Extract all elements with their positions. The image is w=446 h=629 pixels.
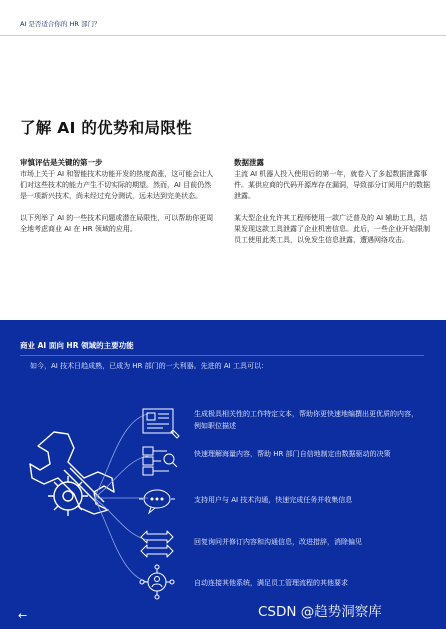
watermark: CSDN @趋势洞察库 <box>258 604 382 620</box>
chat-icon <box>133 483 181 519</box>
feature-item <box>133 406 433 442</box>
data-analysis-icon <box>133 443 181 479</box>
feature-text: 支持用户与 AI 技术沟通，快速完成任务并收集信息 <box>194 496 353 504</box>
panel-divider <box>20 355 424 356</box>
panel-title: 商业 AI 面向 HR 领域的主要功能 <box>20 341 134 350</box>
right-column <box>234 157 430 256</box>
feature-text: 自动连接其他系统，满足员工管理流程的其他要求 <box>194 579 348 587</box>
header-divider <box>0 35 446 36</box>
left-column <box>20 157 215 245</box>
feature-item <box>133 564 433 600</box>
text-generation-icon <box>133 406 181 442</box>
left-paragraph-1: 市场上关于 AI 和智能技术功能开发的热度高涨，这可能会让人们对这些技术的能力产生不切实际的期望。然而，AI 目前仍然是一项新兴技术，尚未经过充分测试，远未达到完美状态。 <box>20 170 214 201</box>
double-arrow-icon <box>133 525 181 561</box>
back-arrow-button[interactable]: ← <box>18 609 28 622</box>
left-column-heading: 审慎评估是关键的第一步 <box>20 158 103 167</box>
running-header: AI 是否适合你的 HR 部门？ <box>20 20 101 28</box>
feature-item <box>133 443 433 479</box>
feature-item <box>133 483 433 519</box>
left-paragraph-2: 以下列举了 AI 的一些技术问题或潜在局限性，可以帮助你更周全地考虑商业 AI 在 HR 领域的应用。 <box>20 213 214 233</box>
right-column-heading: 数据泄露 <box>234 158 264 167</box>
section-title: 了解 AI 的优势和局限性 <box>20 119 192 137</box>
feature-text: 回复询问并修订内容和沟通信息，改进措辞，消除偏见 <box>194 538 362 546</box>
panel-intro: 如今，AI 技术日趋成熟，已成为 HR 部门的一大利器。先进的 AI 工具可以： <box>30 362 268 370</box>
feature-text: 生成极具相关性的工作特定文本，帮助你更快速地编撰出更优质的内容，例如职位描述 <box>194 410 418 430</box>
right-paragraph-1: 主流 AI 机器人投入使用后的第一年，就卷入了多起数据泄露事件。某供应商的代码开源库存在漏洞，导致部分订阅用户的数据泄露。 <box>234 170 430 201</box>
right-paragraph-2: 某大型企业允许其工程师使用一款广泛普及的 AI 辅助工具，结果发现这款工具泄露了企业机密信息。此后，一些企业开始限制员工使用此类工具，以免发生信息泄露，遭遇网络攻击。 <box>234 213 430 245</box>
feature-text: 快速理解海量内容，帮助 HR 部门自信地制定由数据驱动的决策 <box>194 450 391 458</box>
automation-network-icon <box>133 564 181 600</box>
feature-item <box>133 525 433 561</box>
